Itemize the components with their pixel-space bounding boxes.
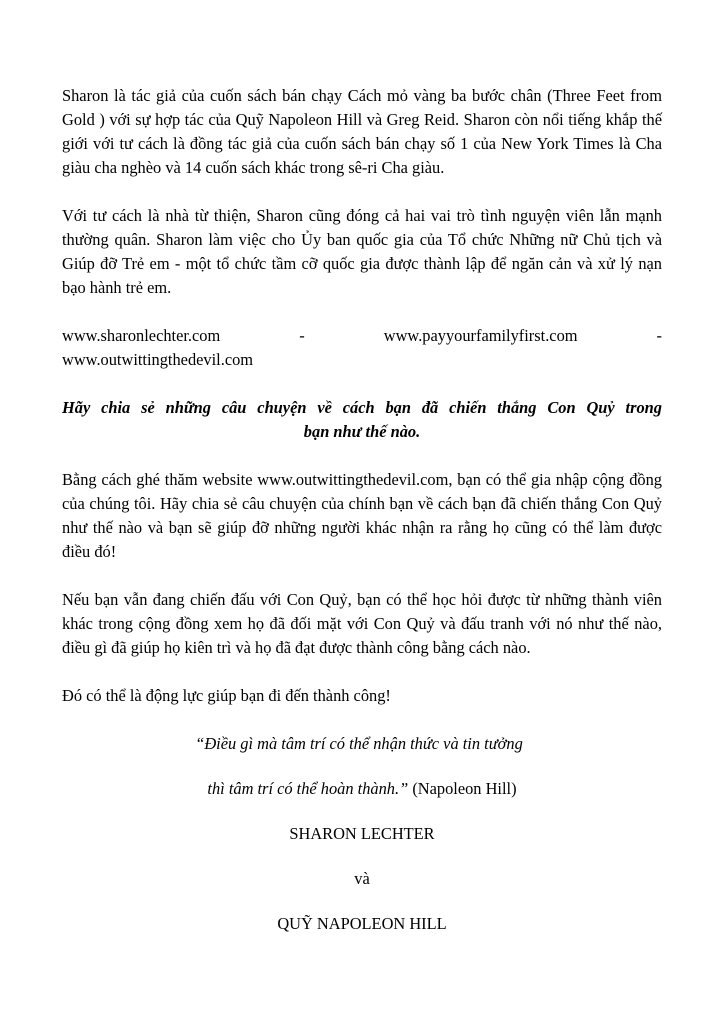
quote-attribution: (Napoleon Hill): [408, 779, 517, 798]
link-sharonlechter[interactable]: www.sharonlechter.com: [62, 326, 221, 345]
website-links: [62, 324, 662, 372]
signature-name: SHARON LECHTER: [289, 824, 435, 843]
signature-conjunction: và: [354, 869, 370, 888]
share-story-heading: [62, 396, 662, 444]
visit-website-paragraph: Bằng cách ghé thăm website www.outwittingthedevil.com, bạn có thể gia nhập cộng đồng của chúng tôi. Hãy chia sẻ câu chuyện của chính bạn về cách bạn đã chiến thắng Con Quỷ như thế nào và bạn sẽ giúp đỡ những người khác nhận ra rằng họ cũng có thể làm được điều đó!: [62, 470, 662, 561]
link-payyourfamilyfirst[interactable]: www.payyourfamilyfirst.com: [383, 326, 578, 345]
link-separator: -: [299, 326, 305, 345]
quote-line-1: “Điều gì mà tâm trí có thể nhận thức và tin tưởng: [195, 734, 523, 753]
heading-line-1: Hãy chia sẻ những câu chuyện về cách bạn đã chiến thắng Con Quỷ trong: [62, 398, 662, 417]
motivation-paragraph: Đó có thể là động lực giúp bạn đi đến thành công!: [62, 686, 391, 705]
signature-organization: QUỸ NAPOLEON HILL: [277, 914, 447, 933]
napoleon-hill-quote: [62, 732, 662, 801]
document-page: [62, 84, 662, 957]
link-separator: -: [656, 326, 662, 345]
quote-line-2: thì tâm trí có thể hoàn thành.”: [207, 779, 409, 798]
community-paragraph: Nếu bạn vẫn đang chiến đấu với Con Quỷ, bạn có thể học hỏi được từ những thành viên khác trong cộng đồng xem họ đã đối mặt với Con Quỷ và đấu tranh với nó như thế nào, điều gì đã giúp họ kiên trì và họ đã đạt được thành công bằng cách nào.: [62, 590, 662, 657]
charity-paragraph: Với tư cách là nhà từ thiện, Sharon cũng đóng cả hai vai trò tình nguyện viên lẫn mạnh thường quân. Sharon làm việc cho Ủy ban quốc gia của Tổ chức Những nữ Chủ tịch và Giúp đỡ Trẻ em - một tổ chức tầm cỡ quốc gia được thành lập để ngăn cản và xử lý nạn bạo hành trẻ em.: [62, 206, 662, 297]
heading-line-2: bạn như thế nào.: [303, 422, 421, 441]
link-outwittingthedevil[interactable]: www.outwittingthedevil.com: [62, 350, 254, 369]
author-bio-paragraph: Sharon là tác giả của cuốn sách bán chạy Cách mỏ vàng ba bước chân (Three Feet from Gold ) với sự hợp tác của Quỹ Napoleon Hill và Greg Reid. Sharon còn nổi tiếng khắp thế giới với tư cách là đồng tác giả của cuốn sách bán chạy số 1 của New York Times là Cha giàu cha nghèo và 14 cuốn sách khác trong sê-ri Cha giàu.: [62, 86, 662, 177]
